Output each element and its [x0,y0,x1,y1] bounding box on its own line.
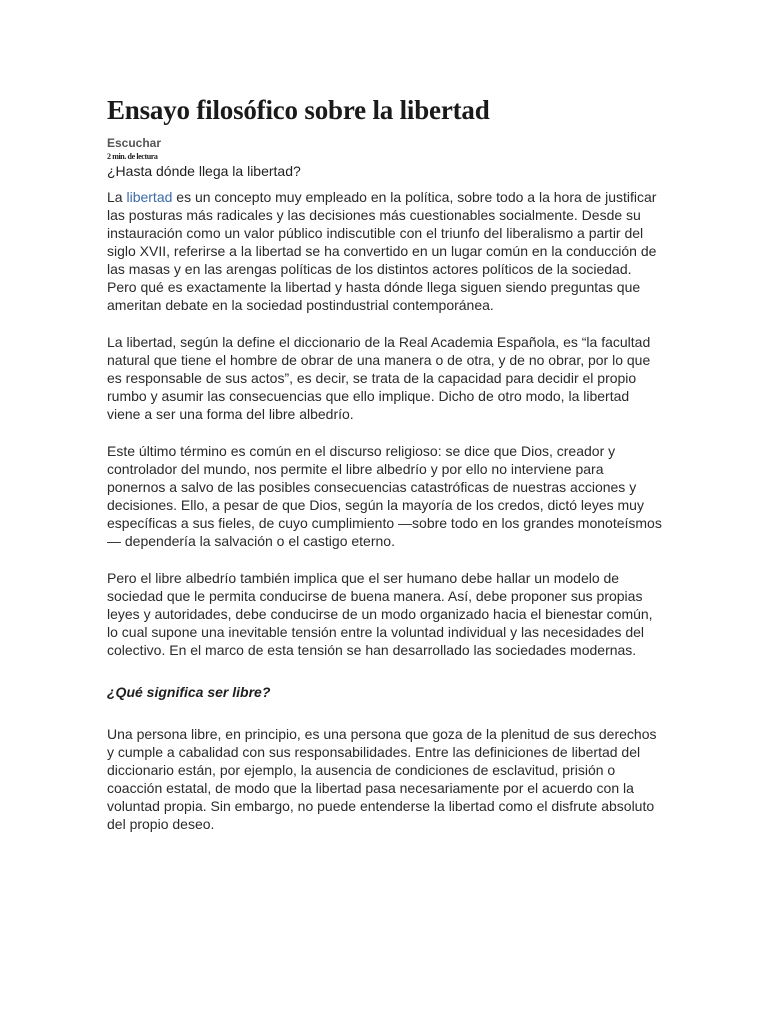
paragraph-5: Una persona libre, en principio, es una persona que goza de la plenitud de sus derechos y cumple a cabalidad con sus responsabilidades. Entre las definiciones de libertad del diccionario están, por ejemplo, la ausencia de condiciones de esclavitud, prisión o coacción estatal, de modo que la libertad pasa necesariamente por el acuerdo con la voluntad propia. Sin embargo, no puede entenderse la libertad como el disfrute absoluto del propio deseo. [107,726,657,832]
paragraph-1 [107,188,663,314]
read-time-label: 2 min. de lectura [107,152,158,161]
libertad-link[interactable]: libertad [126,189,173,205]
paragraph-1-rest: es un concepto muy empleado en la política, sobre todo a la hora de justificar las posturas más radicales y las decisiones más cuestionables socialmente. Desde su instauración como un valor público indiscutible con el triunfo del liberalismo a partir del siglo XVII, referirse a la libertad se ha convertido en un lugar común en la conducción de las masas y en las arengas políticas de los distintos actores políticos de la sociedad. Pero qué es exactamente la libertad y hasta dónde llega siguen siendo preguntas que ameritan debate en la sociedad postindustrial contemporánea. [107,189,657,313]
article-title: Ensayo filosófico sobre la libertad [107,95,490,125]
subheading-hasta-donde: ¿Hasta dónde llega la libertad? [107,163,301,179]
subheading-que-significa: ¿Qué significa ser libre? [107,684,271,700]
paragraph-2: La libertad, según la define el diccionario de la Real Academia Española, es “la facultad natural que tiene el hombre de obrar de una manera o de otra, y de no obrar, por lo que es responsable de sus actos”, es decir, se trata de la capacidad para decidir el propio rumbo y asumir las consecuencias que ello implique. Dicho de otro modo, la libertad viene a ser una forma del libre albedrío. [107,334,651,422]
paragraph-3: Este último término es común en el discurso religioso: se dice que Dios, creador y controlador del mundo, nos permite el libre albedrío y por ello no interviene para ponernos a salvo de las posibles consecuencias catastróficas de nuestras acciones y decisiones. Ello, a pesar de que Dios, según la mayoría de los credos, dictó leyes muy específicas a sus fieles, de cuyo cumplimiento —sobre todo en los grandes monoteísmos— dependería la salvación o el castigo eterno. [107,443,662,549]
paragraph-4: Pero el libre albedrío también implica que el ser humano debe hallar un modelo de sociedad que le permita conducirse de buena manera. Así, debe proponer sus propias leyes y autoridades, debe conducirse de un modo organizado hacia el bienestar común, lo cual supone una inevitable tensión entre la voluntad individual y las necesidades del colectivo. En el marco de esta tensión se han desarrollado las sociedades modernas. [107,570,653,658]
article [107,92,663,833]
listen-button[interactable]: Escuchar [107,136,162,150]
paragraph-1-start: La [107,189,127,205]
